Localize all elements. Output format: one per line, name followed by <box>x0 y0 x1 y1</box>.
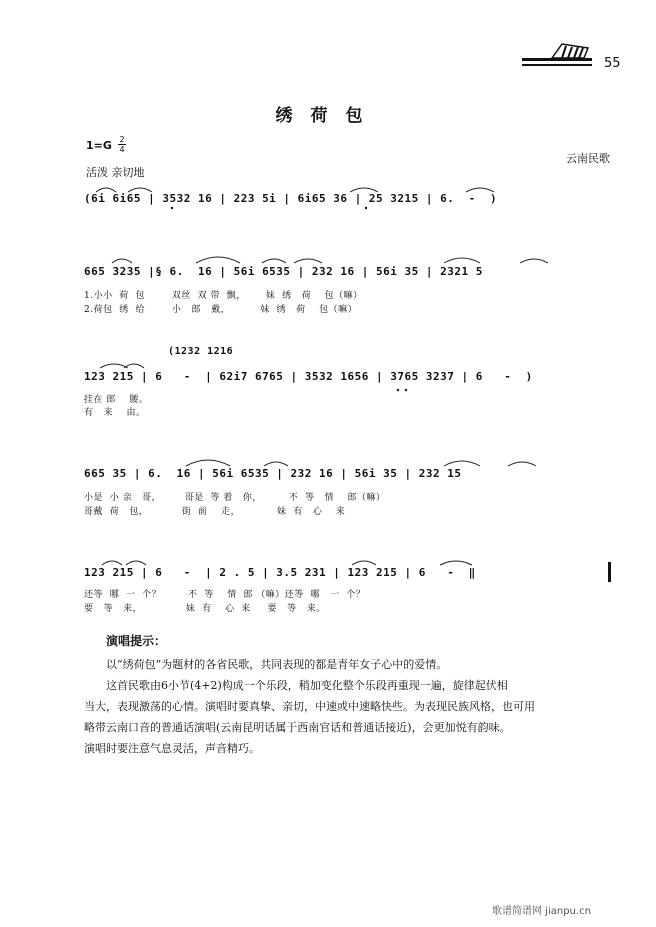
site-watermark: 歌谱简谱网 jianpu.cn <box>492 906 591 917</box>
page-number: 55 <box>604 56 621 71</box>
score-row-2-notes: 665 3235 |§ 6. 16 | 56i 6535 | 232 16 | 56i 35 | 2321 5 <box>84 265 483 278</box>
meter-top: 2 <box>119 135 125 144</box>
score-row-4-notes: 665 35 | 6. 16 | 56i 6535 | 232 16 | 56i 35 | 232 15 <box>84 467 462 480</box>
score-row-5-lyrics-2: 要 等 来， 妹 有 心 来 要 等 来。 <box>84 604 326 614</box>
tip-line-1: 以“绣荷包”为题材的各省民歌，共同表现的都是青年女子心中的爱情。 <box>106 658 448 671</box>
tip-line-2: 这首民歌由6小节(4+2)构成一个乐段，稍加变化整个乐段再重现一遍，旋律起伏相 <box>106 679 508 692</box>
meter-bottom: 4 <box>119 145 125 154</box>
tempo-marking: 活泼 亲切地 <box>86 166 145 179</box>
score-row-3-lyrics-2: 有 来 由。 <box>84 408 146 418</box>
score-row-5-notes: 123 215 | 6 - | 2 . 5 | 3.5 231 | 123 215 | 6 - ‖ <box>84 566 476 579</box>
score-row-1-notes: (6i 6i65 | 3532 16 | 223 5i | 6i65 36 | 25 3215 | 6. - ) <box>84 192 498 205</box>
tip-line-3: 当大，表现激荡的心情。演唱时要真挚、亲切，中速或中速略快些。为表现民族风格，也可用 <box>84 700 535 713</box>
song-origin: 云南民歌 <box>566 152 610 165</box>
score-row-2-lyrics-2: 2.荷包 绣 给 小 郎 戴， 妹 绣 荷 包（嘛） <box>84 305 358 315</box>
key-signature: 1=G <box>86 139 112 152</box>
score-row-2-lyrics-1: 1.小小 荷 包 双丝 双 带 飘， 妹 绣 荷 包（嘛） <box>84 291 363 301</box>
score-row-4-lyrics-1: 小是 小 亲 哥， 哥是 等 着 你， 不 等 情 郎（嘛） <box>84 493 386 503</box>
score-row-3-prefix: (1232 1216 <box>168 346 234 357</box>
song-title: 绣荷包 <box>275 106 381 126</box>
final-barline <box>608 562 611 582</box>
tip-line-4: 略带云南口音的普通话演唱(云南昆明话属于西南官话和普通话接近)，会更加悦有韵味。 <box>84 721 511 734</box>
singing-tips-heading: 演唱提示： <box>106 634 167 648</box>
score-row-3-lyrics-1: 挂在 郎 腰。 <box>84 395 149 405</box>
tip-line-5: 演唱时要注意气息灵活，声音精巧。 <box>84 742 260 755</box>
score-row-4-lyrics-2: 哥戴 荷 包， 街 前 走， 妹 有 心 来 <box>84 507 346 517</box>
score-row-5-lyrics-1: 还等 哪 一 个？ 不 等 情 郎 （嘛）还等 哪 一 个？ <box>84 590 366 600</box>
score-row-3-notes: 123 215 | 6 - | 62i7 6765 | 3532 1656 | 3765 3237 | 6 - ) <box>84 370 533 383</box>
